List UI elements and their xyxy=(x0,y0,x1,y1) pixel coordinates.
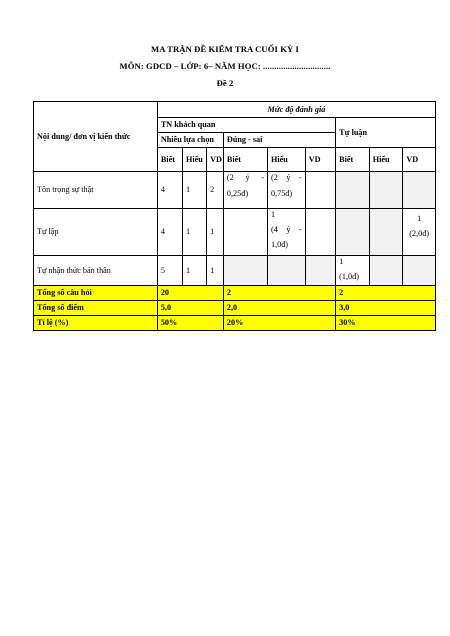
value-cell: 2 xyxy=(207,172,224,209)
value-cell: 1 xyxy=(207,256,224,286)
sub-header-understand: Hiểu xyxy=(183,148,207,172)
value-cell: 1 xyxy=(183,172,207,209)
sub-header-apply: VD xyxy=(207,148,224,172)
document-subtitle: MÔN: GDCD – LỚP: 6– NĂM HỌC: .............................. xyxy=(119,61,331,71)
value-cell: 4 xyxy=(157,172,182,209)
shaded-cell xyxy=(223,256,267,286)
value-cell: 1 xyxy=(207,209,224,256)
header-multiple-choice: Nhiều lựa chọn xyxy=(157,133,223,148)
sub-header-know: Biết xyxy=(336,148,370,172)
sub-header-understand: Hiểu xyxy=(267,148,305,172)
empty-cell xyxy=(305,209,335,256)
header-essay: Tự luận xyxy=(336,118,436,148)
summary-row-points xyxy=(34,301,436,316)
summary-row-ratio xyxy=(34,316,436,331)
table-row xyxy=(34,172,436,209)
topic-cell: Tự nhận thức bản thân xyxy=(34,256,158,286)
summary-true-false-value: 20% xyxy=(223,316,335,331)
summary-objective-value: 20 xyxy=(157,286,223,301)
sub-header-know: Biết xyxy=(223,148,267,172)
summary-label: Tổng số điểm xyxy=(34,301,158,316)
header-content: Nội dung/ đơn vị kiến thức xyxy=(34,102,158,172)
shaded-cell xyxy=(369,209,403,256)
value-cell: (2 ý - 0,25đ) xyxy=(223,172,267,209)
topic-cell: Tự lập xyxy=(34,209,158,256)
summary-label: Tỉ lệ (%) xyxy=(34,316,158,331)
header-objective: TN khách quan xyxy=(157,118,335,133)
summary-objective-value: 50% xyxy=(157,316,223,331)
shaded-cell xyxy=(336,209,370,256)
value-cell: 1 (1,0đ) xyxy=(336,256,370,286)
shaded-cell xyxy=(369,256,403,286)
document-title: MA TRẬN ĐỀ KIỂM TRA CUỐI KỲ I xyxy=(151,44,299,54)
summary-label: Tổng số câu hỏi xyxy=(34,286,158,301)
shaded-cell xyxy=(336,172,370,209)
topic-cell: Tôn trọng sự thật xyxy=(34,172,158,209)
sub-header-know: Biết xyxy=(157,148,182,172)
header-true-false: Đúng - sai xyxy=(223,133,335,148)
value-cell: 1 xyxy=(183,256,207,286)
summary-true-false-value: 2,0 xyxy=(223,301,335,316)
value-cell: (2 ý - 0,75đ) xyxy=(267,172,305,209)
shaded-cell xyxy=(305,256,335,286)
table-row xyxy=(34,256,436,286)
summary-essay-value: 3,0 xyxy=(336,301,436,316)
summary-essay-value: 2 xyxy=(336,286,436,301)
exam-code: Đề 2 xyxy=(216,78,234,88)
shaded-cell xyxy=(369,172,403,209)
value-cell: 1 (2,0đ) xyxy=(403,209,436,256)
assessment-matrix-table xyxy=(33,101,436,331)
table-row xyxy=(34,209,436,256)
sub-header-understand: Hiểu xyxy=(369,148,403,172)
shaded-cell xyxy=(403,256,436,286)
sub-header-apply: VD xyxy=(305,148,335,172)
value-cell: 5 xyxy=(157,256,182,286)
value-cell: 1 xyxy=(183,209,207,256)
shaded-cell xyxy=(267,256,305,286)
empty-cell xyxy=(305,172,335,209)
header-assessment-level: Mức độ đánh giá xyxy=(157,102,435,118)
sub-header-apply: VD xyxy=(403,148,436,172)
empty-cell xyxy=(223,209,267,256)
value-cell: 1 (4 ý - 1,0đ) xyxy=(267,209,305,256)
summary-objective-value: 5,0 xyxy=(157,301,223,316)
summary-true-false-value: 2 xyxy=(223,286,335,301)
summary-essay-value: 30% xyxy=(336,316,436,331)
value-cell: 4 xyxy=(157,209,182,256)
shaded-cell xyxy=(403,172,436,209)
summary-row-questions xyxy=(34,286,436,301)
